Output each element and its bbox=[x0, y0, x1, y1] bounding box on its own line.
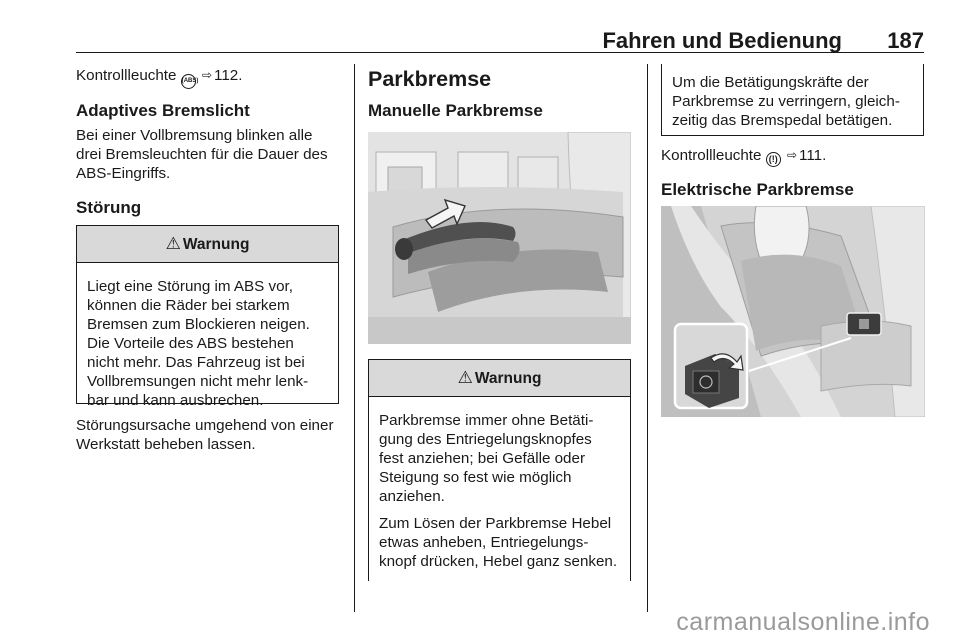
warning-body bbox=[369, 397, 630, 589]
heading-fault: Störung bbox=[76, 198, 142, 217]
heading-electric-parking-brake: Elektrische Parkbremse bbox=[661, 180, 854, 199]
watermark: carmanualsonline.info bbox=[676, 608, 930, 636]
warning-header: ⚠ Warnung bbox=[77, 226, 338, 263]
warning-box-abs bbox=[76, 225, 339, 409]
warning-body bbox=[77, 263, 338, 428]
paragraph-adaptive-brake-light: Bei einer Vollbremsung blinken alle drei Bremsleuchten für die Dauer des ABS-Eingriffs. bbox=[76, 127, 328, 182]
parking-brake-lamp-icon: (!) bbox=[766, 152, 781, 167]
abs-lamp-reference: Kontrollleuchte (ABS) ⇨ 112. bbox=[76, 66, 341, 89]
abs-page-ref: 112. bbox=[214, 67, 243, 84]
parking-brake-lamp-reference: Kontrollleuchte (!) ⇨ 111. bbox=[661, 146, 923, 167]
manual-parking-brake-illustration bbox=[368, 132, 631, 344]
abs-lamp-icon: (ABS) bbox=[181, 74, 196, 89]
column-divider-left bbox=[354, 64, 355, 612]
column-2 bbox=[368, 66, 633, 122]
paragraph-fault: Störungsursache umgehend von einer Werkstatt beheben lassen. bbox=[76, 417, 334, 453]
warning-text: Liegt eine Störung im ABS vor, können die Räder bei starkem Bremsen zum Blockieren neigen. Die Vorteile des ABS bestehen nicht mehr. Das Fahrzeug ist bei Vollbremsungen nicht mehr lenk-bar und kann ausbrechen. bbox=[87, 278, 310, 409]
continued-warning-box bbox=[661, 64, 924, 136]
column-3 bbox=[661, 146, 923, 201]
warning-text-2: Zum Lösen der Parkbremse Hebel etwas anheben, Entriegelungs-knopf drücken, Hebel ganz senken. bbox=[379, 515, 618, 570]
continued-warning-text: Um die Betätigungskräfte der Parkbremse zu verringern, gleich-zeitig das Bremspedal betätigen. bbox=[672, 74, 900, 129]
heading-manual-parking-brake: Manuelle Parkbremse bbox=[368, 101, 543, 120]
page-header-title: Fahren und Bedienung bbox=[602, 28, 842, 53]
page-number: 187 bbox=[887, 28, 924, 53]
page-ref-arrow-icon: ⇨ bbox=[786, 148, 798, 162]
warning-triangle-icon: ⚠ bbox=[165, 234, 181, 253]
parking-brake-page-ref: 111. bbox=[799, 147, 827, 164]
warning-triangle-icon: ⚠ bbox=[457, 368, 473, 387]
heading-parking-brake: Parkbremse bbox=[368, 67, 492, 91]
column-1 bbox=[76, 66, 341, 219]
column-1-after-warning bbox=[76, 416, 336, 454]
warning-header: ⚠ Warnung bbox=[369, 360, 630, 397]
warning-text-1: Parkbremse immer ohne Betäti-gung des Entriegelungsknopfes fest anziehen; bei Gefälle oder Steigung so fest wie möglich anziehen. bbox=[379, 412, 594, 505]
electric-parking-brake-illustration bbox=[661, 206, 925, 417]
warning-box-manual-parking-brake bbox=[368, 359, 631, 581]
header-rule bbox=[76, 52, 924, 53]
column-divider-right bbox=[647, 64, 648, 612]
heading-adaptive-brake-light: Adaptives Bremslicht bbox=[76, 101, 250, 120]
page-ref-arrow-icon: ⇨ bbox=[201, 68, 213, 82]
